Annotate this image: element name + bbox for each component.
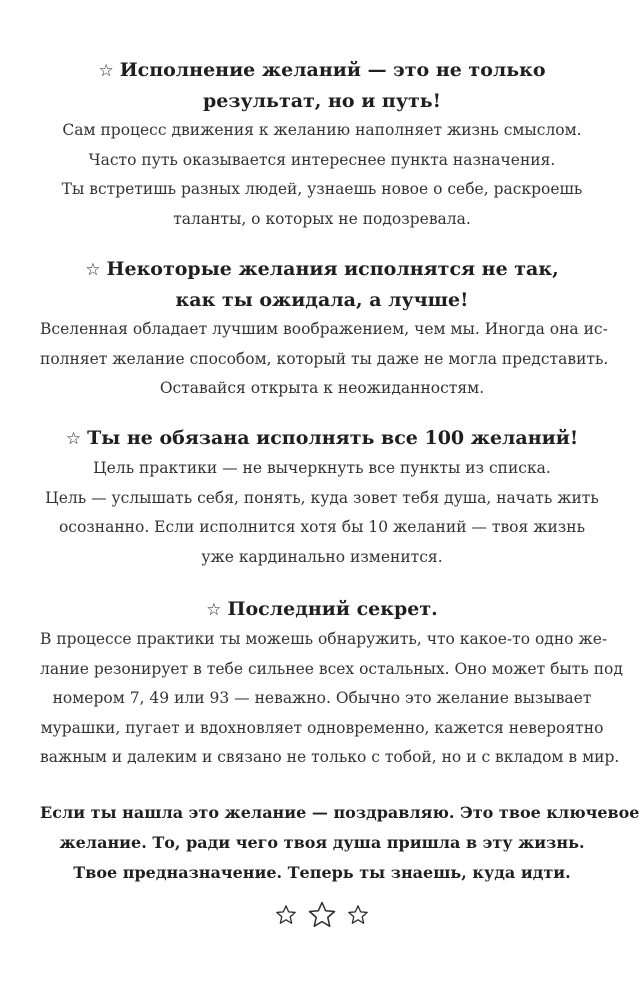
body-line: лание резонирует в тебе сильнее всех остальных. Оно может быть под <box>40 659 623 678</box>
section-better-than-expected <box>40 254 609 404</box>
three-stars-ornament <box>0 900 644 930</box>
body-line: полняет желание способом, который ты даже не могла представить. <box>40 349 609 368</box>
closing-line: желание. То, ради чего твоя душа пришла в эту жизнь. <box>59 833 585 852</box>
body-line: мурашки, пугает и вдохновляет одновременно, кажется невероятно <box>40 718 604 737</box>
heading-line: Ты не обязана исполнять все 100 желаний! <box>87 427 579 449</box>
body-line: уже кардинально изменится. <box>201 547 443 566</box>
body-line: Часто путь оказывается интереснее пункта назначения. <box>88 150 556 169</box>
section-not-obliged <box>40 423 604 572</box>
closing-paragraph <box>40 798 640 888</box>
large-star-icon <box>307 900 337 930</box>
star-icon: ☆ <box>85 260 101 280</box>
star-icon: ☆ <box>65 429 82 449</box>
body-line: Ты встретишь разных людей, узнаешь новое о себе, раскроешь <box>61 180 583 198</box>
small-star-icon <box>275 904 297 926</box>
closing-line: Если ты нашла это желание — поздравляю. Это твое ключевое <box>40 803 640 822</box>
body-line: Оставайся открыта к неожиданностям. <box>159 379 485 397</box>
heading-line: Исполнение желаний — это не только <box>119 59 546 81</box>
body-line: таланты, о которых не подозревала. <box>173 209 471 228</box>
body-line: Цель — услышать себя, понять, куда зовет тебя душа, начать жить <box>45 488 599 507</box>
heading-line: Некоторые желания исполнятся не так, <box>106 258 559 280</box>
body-line: Сам процесс движения к желанию наполняет жизнь смыслом. <box>62 121 582 139</box>
section-last-secret <box>40 594 623 773</box>
heading-line: как ты ожидала, а лучше! <box>175 289 469 311</box>
body-line: номером 7, 49 или 93 — неважно. Обычно это желание вызывает <box>52 689 592 707</box>
body-line: В процессе практики ты можешь обнаружить, что какое-то одно же- <box>40 630 608 648</box>
closing-line: Твое предназначение. Теперь ты знаешь, куда идти. <box>73 863 571 882</box>
section-heading <box>40 594 604 625</box>
body-line: осознанно. Если исполнится хотя бы 10 желаний — твоя жизнь <box>58 518 586 536</box>
section-heading <box>40 423 604 454</box>
heading-line: результат, но и путь! <box>202 90 442 112</box>
section-heading <box>40 254 604 285</box>
section-heading <box>40 55 604 86</box>
body-line: важным и далеким и связано не только с тобой, но и с вкладом в мир. <box>40 748 620 766</box>
section-journey <box>40 55 604 234</box>
body-line: Вселенная обладает лучшим воображением, чем мы. Иногда она ис- <box>40 320 608 338</box>
small-star-icon <box>347 904 369 926</box>
star-icon: ☆ <box>98 61 114 81</box>
heading-line: Последний секрет. <box>227 598 438 620</box>
star-icon: ☆ <box>206 600 222 620</box>
body-line: Цель практики — не вычеркнуть все пункты из списка. <box>93 459 551 477</box>
